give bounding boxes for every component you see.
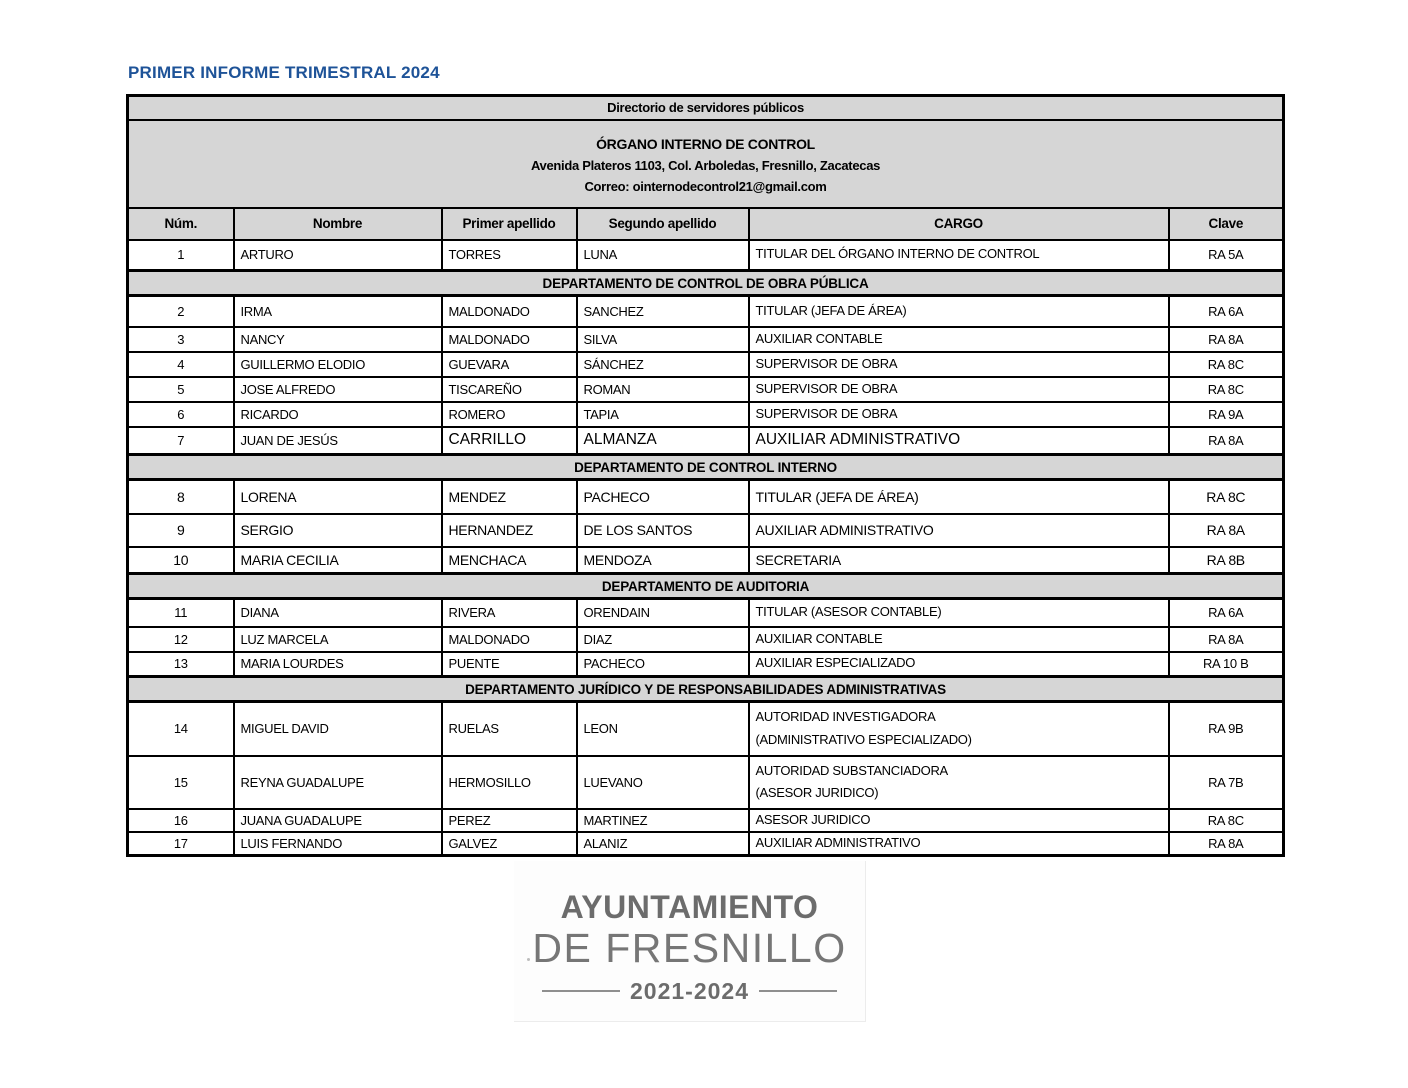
- num-cell: 16: [128, 809, 234, 832]
- clave-cell: RA 5A: [1169, 240, 1284, 271]
- primer-cell: MALDONADO: [442, 627, 577, 652]
- clave-cell: RA 10 B: [1169, 652, 1284, 677]
- nombre-cell: JUAN DE JESÚS: [234, 427, 442, 455]
- ayuntamiento-logo: [514, 861, 866, 1022]
- num-cell: 3: [128, 327, 234, 352]
- cargo-cell: [749, 514, 1169, 547]
- clave-cell: RA 7B: [1169, 756, 1284, 810]
- num-cell: 6: [128, 402, 234, 427]
- table-row: [128, 627, 1284, 652]
- clave-cell: RA 8A: [1169, 627, 1284, 652]
- nombre-cell: REYNA GUADALUPE: [234, 756, 442, 810]
- directory-banner-row: [128, 96, 1284, 120]
- primer-cell: MALDONADO: [442, 296, 577, 327]
- primer-cell: HERMOSILLO: [442, 756, 577, 810]
- org-email: Correo: ointernodecontrol21@gmail.com: [584, 178, 827, 194]
- cargo-cell: [749, 480, 1169, 514]
- nombre-cell: ARTURO: [234, 240, 442, 271]
- logo-rule-right: [759, 990, 837, 992]
- primer-cell: GUEVARA: [442, 352, 577, 377]
- segundo-cell: ALANIZ: [577, 832, 749, 855]
- segundo-cell: LEON: [577, 702, 749, 756]
- table-row: [128, 809, 1284, 832]
- column-header-segundo: Segundo apellido: [577, 208, 749, 240]
- nombre-cell: DIANA: [234, 599, 442, 627]
- primer-cell: ROMERO: [442, 402, 577, 427]
- section-header: DEPARTAMENTO DE CONTROL DE OBRA PÚBLICA: [128, 271, 1284, 296]
- logo-line-de-fresnillo: DE FRESNILLO: [532, 924, 847, 971]
- segundo-cell: ORENDAIN: [577, 599, 749, 627]
- table-row: [128, 832, 1284, 855]
- table-row: [128, 514, 1284, 547]
- column-header-primer: Primer apellido: [442, 208, 577, 240]
- cargo-cell: [749, 427, 1169, 455]
- section-header-row: [128, 455, 1284, 480]
- primer-cell: RUELAS: [442, 702, 577, 756]
- num-cell: 5: [128, 377, 234, 402]
- cargo-line: AUXILIAR ADMINISTRATIVO: [755, 431, 961, 449]
- cargo-cell: [749, 240, 1169, 271]
- table-row: [128, 296, 1284, 327]
- logo-rule-left: [542, 990, 620, 992]
- segundo-cell: MARTINEZ: [577, 809, 749, 832]
- segundo-cell: PACHECO: [577, 652, 749, 677]
- nombre-cell: MARIA CECILIA: [234, 547, 442, 574]
- num-cell: 13: [128, 652, 234, 677]
- directory-table: [126, 94, 1285, 857]
- segundo-cell: DIAZ: [577, 627, 749, 652]
- table-row: [128, 402, 1284, 427]
- nombre-cell: NANCY: [234, 327, 442, 352]
- num-cell: 2: [128, 296, 234, 327]
- cargo-line: AUXILIAR ADMINISTRATIVO: [755, 521, 934, 538]
- clave-cell: RA 8A: [1169, 514, 1284, 547]
- cargo-line: TITULAR DEL ÓRGANO INTERNO DE CONTROL: [755, 246, 1040, 262]
- clave-cell: RA 8A: [1169, 832, 1284, 855]
- cargo-line: (ADMINISTRATIVO ESPECIALIZADO): [755, 731, 972, 747]
- table-row: [128, 599, 1284, 627]
- cargo-line: TITULAR (ASESOR CONTABLE): [755, 604, 942, 620]
- directory-banner: Directorio de servidores públicos: [607, 100, 804, 116]
- segundo-cell: SANCHEZ: [577, 296, 749, 327]
- segundo-cell: SILVA: [577, 327, 749, 352]
- cargo-cell: [749, 327, 1169, 352]
- table-row: [128, 240, 1284, 271]
- clave-cell: RA 9A: [1169, 402, 1284, 427]
- cargo-line: AUTORIDAD SUBSTANCIADORA: [755, 762, 948, 778]
- logo-line-ayuntamiento: AYUNTAMIENTO: [560, 889, 819, 925]
- scan-speck: [527, 958, 530, 961]
- primer-cell: HERNANDEZ: [442, 514, 577, 547]
- primer-cell: MENCHACA: [442, 547, 577, 574]
- cargo-line: TITULAR (JEFA DE ÁREA): [755, 302, 907, 318]
- cargo-line: SUPERVISOR DE OBRA: [755, 380, 898, 396]
- table-row: [128, 352, 1284, 377]
- section-header-row: [128, 574, 1284, 599]
- page-title: PRIMER INFORME TRIMESTRAL 2024: [128, 63, 440, 82]
- nombre-cell: LORENA: [234, 480, 442, 514]
- nombre-cell: SERGIO: [234, 514, 442, 547]
- table-row: [128, 327, 1284, 352]
- table-row: [128, 547, 1284, 574]
- clave-cell: RA 8C: [1169, 377, 1284, 402]
- clave-cell: RA 6A: [1169, 599, 1284, 627]
- section-header: DEPARTAMENTO DE AUDITORIA: [128, 574, 1284, 599]
- segundo-cell: LUNA: [577, 240, 749, 271]
- column-header-cargo: CARGO: [749, 208, 1169, 240]
- primer-cell: TISCAREÑO: [442, 377, 577, 402]
- clave-cell: RA 8A: [1169, 327, 1284, 352]
- cargo-cell: [749, 402, 1169, 427]
- logo-years: [542, 978, 837, 1005]
- cargo-cell: [749, 599, 1169, 627]
- num-cell: 15: [128, 756, 234, 810]
- segundo-cell: SÁNCHEZ: [577, 352, 749, 377]
- table-row: [128, 480, 1284, 514]
- cargo-line: (ASESOR JURIDICO): [755, 785, 879, 801]
- cargo-line: AUXILIAR ESPECIALIZADO: [755, 655, 916, 671]
- table-row: [128, 427, 1284, 455]
- table-row: [128, 652, 1284, 677]
- segundo-cell: ROMAN: [577, 377, 749, 402]
- cargo-cell: [749, 756, 1169, 810]
- cargo-line: AUXILIAR CONTABLE: [755, 330, 883, 346]
- primer-cell: PEREZ: [442, 809, 577, 832]
- cargo-line: SECRETARIA: [755, 551, 841, 568]
- cargo-line: TITULAR (JEFA DE ÁREA): [755, 488, 919, 505]
- table-row: [128, 756, 1284, 810]
- num-cell: 4: [128, 352, 234, 377]
- segundo-cell: TAPIA: [577, 402, 749, 427]
- clave-cell: RA 8C: [1169, 809, 1284, 832]
- segundo-cell: PACHECO: [577, 480, 749, 514]
- column-header-row: [128, 208, 1284, 240]
- num-cell: 1: [128, 240, 234, 271]
- cargo-line: AUXILIAR ADMINISTRATIVO: [755, 834, 921, 850]
- nombre-cell: LUZ MARCELA: [234, 627, 442, 652]
- cargo-line: SUPERVISOR DE OBRA: [755, 355, 898, 371]
- cargo-line: SUPERVISOR DE OBRA: [755, 405, 898, 421]
- nombre-cell: JUANA GUADALUPE: [234, 809, 442, 832]
- primer-cell: GALVEZ: [442, 832, 577, 855]
- primer-cell: RIVERA: [442, 599, 577, 627]
- clave-cell: RA 9B: [1169, 702, 1284, 756]
- column-header-num: Núm.: [128, 208, 234, 240]
- org-header-row: [128, 120, 1284, 208]
- primer-cell: TORRES: [442, 240, 577, 271]
- clave-cell: RA 8A: [1169, 427, 1284, 455]
- nombre-cell: GUILLERMO ELODIO: [234, 352, 442, 377]
- cargo-cell: [749, 296, 1169, 327]
- clave-cell: RA 6A: [1169, 296, 1284, 327]
- section-header-row: [128, 271, 1284, 296]
- cargo-cell: [749, 809, 1169, 832]
- nombre-cell: IRMA: [234, 296, 442, 327]
- org-name: ÓRGANO INTERNO DE CONTROL: [596, 135, 815, 152]
- cargo-line: AUXILIAR CONTABLE: [755, 630, 883, 646]
- clave-cell: RA 8C: [1169, 480, 1284, 514]
- cargo-cell: [749, 652, 1169, 677]
- column-header-nombre: Nombre: [234, 208, 442, 240]
- primer-cell: PUENTE: [442, 652, 577, 677]
- table-row: [128, 377, 1284, 402]
- segundo-cell: MENDOZA: [577, 547, 749, 574]
- num-cell: 12: [128, 627, 234, 652]
- num-cell: 14: [128, 702, 234, 756]
- nombre-cell: JOSE ALFREDO: [234, 377, 442, 402]
- cargo-cell: [749, 377, 1169, 402]
- cargo-cell: [749, 547, 1169, 574]
- cargo-cell: [749, 627, 1169, 652]
- section-header-row: [128, 677, 1284, 702]
- org-address: Avenida Plateros 1103, Col. Arboledas, Fresnillo, Zacatecas: [530, 157, 881, 173]
- num-cell: 7: [128, 427, 234, 455]
- cargo-cell: [749, 702, 1169, 756]
- num-cell: 10: [128, 547, 234, 574]
- primer-cell: MALDONADO: [442, 327, 577, 352]
- column-header-clave: Clave: [1169, 208, 1284, 240]
- cargo-cell: [749, 832, 1169, 855]
- clave-cell: RA 8B: [1169, 547, 1284, 574]
- nombre-cell: MARIA LOURDES: [234, 652, 442, 677]
- num-cell: 8: [128, 480, 234, 514]
- primer-cell: MENDEZ: [442, 480, 577, 514]
- nombre-cell: LUIS FERNANDO: [234, 832, 442, 855]
- segundo-cell: ALMANZA: [577, 427, 749, 455]
- section-header: DEPARTAMENTO JURÍDICO Y DE RESPONSABILIDADES ADMINISTRATIVAS: [128, 677, 1284, 702]
- cargo-cell: [749, 352, 1169, 377]
- logo-years-text: 2021-2024: [630, 977, 749, 1004]
- num-cell: 11: [128, 599, 234, 627]
- num-cell: 9: [128, 514, 234, 547]
- num-cell: 17: [128, 832, 234, 855]
- table-row: [128, 702, 1284, 756]
- nombre-cell: MIGUEL DAVID: [234, 702, 442, 756]
- segundo-cell: DE LOS SANTOS: [577, 514, 749, 547]
- section-header: DEPARTAMENTO DE CONTROL INTERNO: [128, 455, 1284, 480]
- primer-cell: CARRILLO: [442, 427, 577, 455]
- cargo-line: AUTORIDAD INVESTIGADORA: [755, 709, 936, 724]
- clave-cell: RA 8C: [1169, 352, 1284, 377]
- segundo-cell: LUEVANO: [577, 756, 749, 810]
- cargo-line: ASESOR JURIDICO: [755, 812, 871, 828]
- nombre-cell: RICARDO: [234, 402, 442, 427]
